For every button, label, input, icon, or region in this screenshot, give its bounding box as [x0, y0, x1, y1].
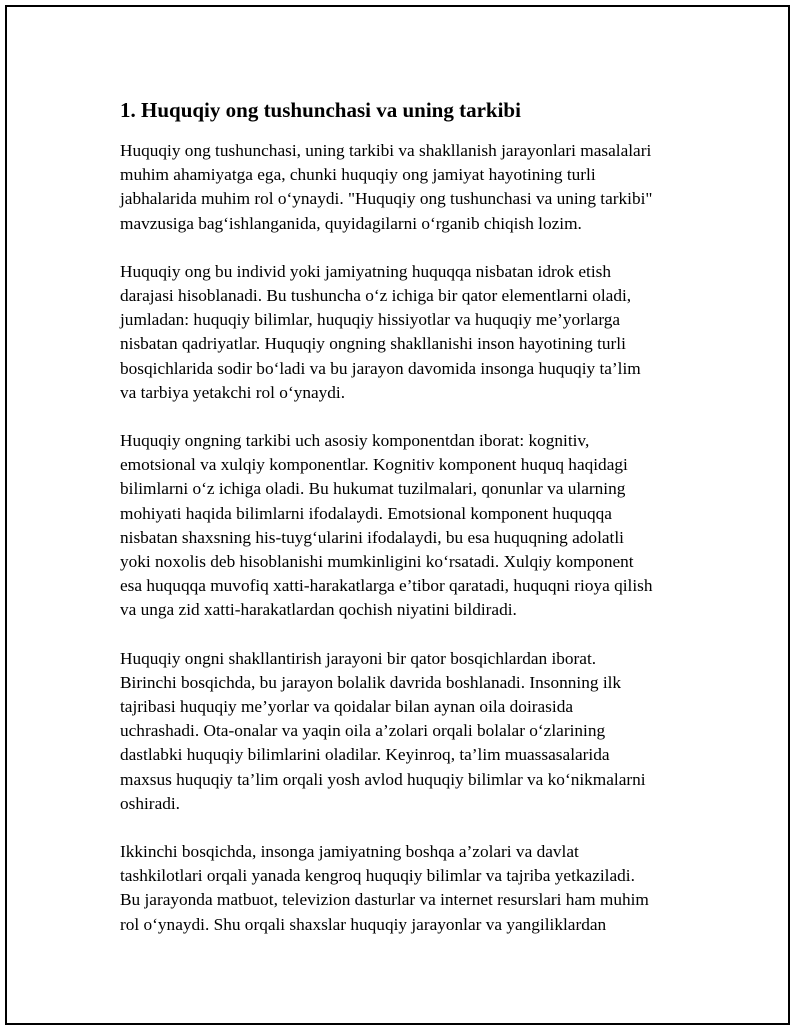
- text-line: Bu jarayonda matbuot, televizion dasturlar va internet resurslari ham muhim: [120, 890, 649, 910]
- text-line: muhim ahamiyatga ega, chunki huquqiy ong jamiyat hayotining turli: [120, 165, 596, 185]
- text-line: Huquqiy ongning tarkibi uch asosiy komponentdan iborat: kognitiv,: [120, 431, 590, 451]
- paragraph-4: [120, 647, 700, 816]
- text-line: dastlabki huquqiy bilimlarini oladilar. Keyinroq, ta’lim muassasalarida: [120, 745, 610, 765]
- text-line: tajribasi huquqiy me’yorlar va qoidalar bilan aynan oila doirasida: [120, 697, 574, 717]
- paragraph-3: [120, 429, 700, 623]
- paragraph-1: [120, 139, 700, 236]
- paragraph-2: [120, 260, 700, 405]
- text-line: nisbatan qadriyatlar. Huquqiy ongning shakllanishi inson hayotining turli: [120, 334, 626, 354]
- text-line: jumladan: huquqiy bilimlar, huquqiy hissiyotlar va huquqiy me’yorlarga: [120, 310, 621, 330]
- text-line: emotsional va xulqiy komponentlar. Kognitiv komponent huquq haqidagi: [120, 455, 628, 475]
- text-line: esa huquqqa muvofiq xatti-harakatlarga e’tibor qaratadi, huquqni rioya qilish: [120, 576, 653, 596]
- text-line: rol o‘ynaydi. Shu orqali shaxslar huquqiy jarayonlar va yangiliklardan: [120, 914, 607, 934]
- text-line: uchrashadi. Ota-onalar va yaqin oila a’zolari orqali bolalar o‘zlarining: [120, 721, 606, 741]
- text-line: Huquqiy ong tushunchasi, uning tarkibi va shakllanish jarayonlari masalalari: [120, 141, 652, 160]
- text-line: jabhalarida muhim rol o‘ynaydi. "Huquqiy ong tushunchasi va uning tarkibi": [120, 189, 653, 209]
- text-line: va unga zid xatti-harakatlardan qochish niyatini bildiradi.: [120, 600, 517, 620]
- text-line: yoki noxolis deb hisoblanishi mumkinligini ko‘rsatadi. Xulqiy komponent: [120, 552, 634, 572]
- text-line: mavzusiga bag‘ishlanganida, quyidagilarni o‘rganib chiqish lozim.: [120, 213, 582, 233]
- text-line: mohiyati haqida bilimlarni ifodalaydi. Emotsional komponent huquqqa: [120, 503, 612, 523]
- text-line: nisbatan shaxsning his-tuyg‘ularini ifodalaydi, bu esa huquqning adolatli: [120, 527, 624, 547]
- text-line: bilimlarni o‘z ichiga oladi. Bu hukumat tuzilmalari, qonunlar va ularning: [120, 479, 626, 499]
- paragraph-5: [120, 840, 700, 937]
- text-line: Ikkinchi bosqichda, insonga jamiyatning boshqa a’zolari va davlat: [120, 842, 579, 862]
- text-line: darajasi hisoblanadi. Bu tushuncha o‘z ichiga bir qator elementlarni oladi,: [120, 286, 632, 306]
- text-line: Birinchi bosqichda, bu jarayon bolalik davrida boshlanadi. Insonning ilk: [120, 672, 622, 692]
- text-line: va tarbiya yetakchi rol o‘ynaydi.: [120, 382, 346, 402]
- document-page: [5, 5, 790, 1025]
- text-line: maxsus huquqiy ta’lim orqali yosh avlod huquqiy bilimlar va ko‘nikmalarni: [120, 769, 646, 789]
- text-line: Huquqiy ongni shakllantirish jarayoni bir qator bosqichlardan iborat.: [120, 648, 597, 668]
- text-line: bosqichlarida sodir bo‘ladi va bu jarayon davomida insonga huquqiy ta’lim: [120, 358, 641, 378]
- text-line: oshiradi.: [120, 793, 180, 813]
- text-line: Huquqiy ong bu individ yoki jamiyatning huquqqa nisbatan idrok etish: [120, 261, 612, 281]
- text-line: tashkilotlari orqali yanada kengroq huquqiy bilimlar va tajriba yetkaziladi.: [120, 866, 635, 886]
- section-heading: 1. Huquqiy ong tushunchasi va uning tarkibi: [120, 98, 521, 122]
- document-content: [120, 95, 700, 961]
